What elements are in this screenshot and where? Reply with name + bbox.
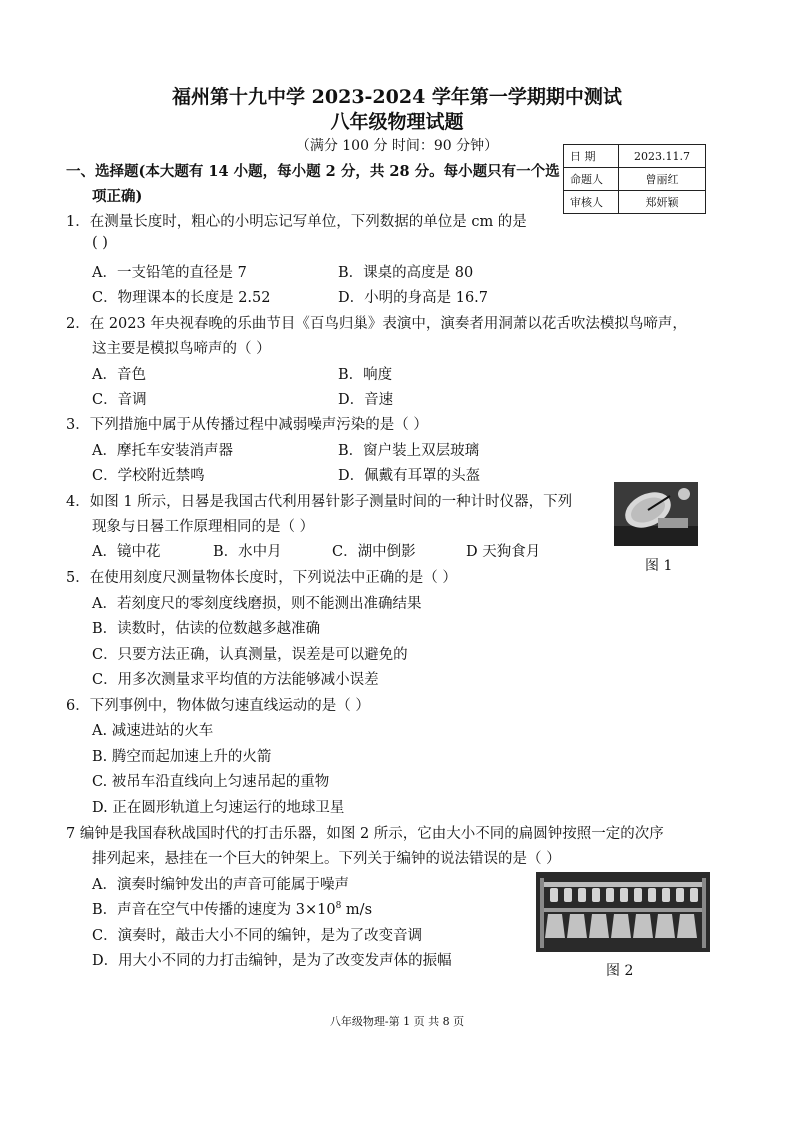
date-value: 2023.11.7 — [619, 145, 706, 168]
q7-option-a: A．演奏时编钟发出的声音可能属于噪声 — [92, 877, 349, 893]
q2-stem: 2．在 2023 年央视春晚的乐曲节目《百鸟归巢》表演中，演奏者用洞萧以花舌吹法模拟鸟啼声， — [66, 316, 687, 332]
q5-option-d: C．用多次测量求平均值的方法能够减小误差 — [92, 672, 379, 688]
exam-meta: （满分 100 分 时间：90 分钟） — [295, 138, 499, 154]
q5-stem: 5．在使用刻度尺测量物体长度时，下列说法中正确的是（ ） — [66, 570, 457, 586]
q7-option-b — [92, 898, 372, 919]
q6-option-a: A. 减速进站的火车 — [92, 723, 214, 739]
q6-stem: 6．下列事例中，物体做匀速直线运动的是（ ） — [66, 698, 370, 714]
q7-option-b-text: B．声音在空气中传播的速度为 3×10 — [92, 902, 336, 918]
author-label: 命题人 — [564, 168, 619, 191]
q1-option-b: B．课桌的高度是 80 — [338, 265, 474, 281]
q2-option-b: B．响度 — [338, 367, 393, 383]
q5-option-b: B．读数时，估读的位数越多越准确 — [92, 621, 321, 637]
q2-stem-cont: 这主要是模拟鸟啼声的（ ） — [92, 341, 271, 357]
exam-title: 福州第十九中学 2023-2024 学年第一学期期中测试 — [172, 86, 622, 108]
figure-2-bells-image — [536, 872, 710, 952]
q1-stem: 1．在测量长度时，粗心的小明忘记写单位，下列数据的单位是 cm 的是 — [66, 214, 527, 230]
q7-stem: 7 编钟是我国春秋战国时代的打击乐器，如图 2 所示，它由大小不同的扁圆钟按照一定的次序 — [66, 826, 664, 842]
exam-subtitle: 八年级物理试题 — [330, 111, 464, 133]
q3-option-d: D．佩戴有耳罩的头盔 — [338, 468, 481, 484]
reviewer-value: 郑妍颖 — [619, 191, 706, 214]
q3-stem: 3．下列措施中属于从传播过程中减弱噪声污染的是（ ） — [66, 417, 428, 433]
info-row-reviewer — [564, 191, 706, 214]
q7-option-b-unit: m/s — [341, 902, 373, 918]
info-table — [563, 144, 706, 214]
q4-option-d: D 天狗食月 — [466, 544, 541, 560]
q1-option-a: A．一支铅笔的直径是 7 — [92, 265, 247, 281]
q1-option-c: C．物理课本的长度是 2.52 — [92, 290, 271, 306]
q4-option-a: A．镜中花 — [92, 544, 161, 560]
reviewer-label: 审核人 — [564, 191, 619, 214]
q1-option-d: D．小明的身高是 16.7 — [338, 290, 489, 306]
q2-option-c: C．音调 — [92, 392, 147, 408]
info-row-date — [564, 145, 706, 168]
sundial-illustration — [614, 482, 698, 546]
q3-option-a: A．摩托车安装消声器 — [92, 443, 233, 459]
q4-option-c: C．湖中倒影 — [332, 544, 416, 560]
q5-option-a: A．若刻度尺的零刻度线磨损，则不能测出准确结果 — [92, 596, 422, 612]
page-footer: 八年级物理-第 1 页 共 8 页 — [329, 1015, 465, 1028]
figure-1-caption: 图 1 — [645, 558, 673, 574]
section-heading: 一、选择题(本大题有 14 小题，每小题 2 分，共 28 分。每小题只有一个选 — [66, 163, 560, 180]
q6-option-b: B. 腾空而起加速上升的火箭 — [92, 749, 272, 765]
info-row-author — [564, 168, 706, 191]
q4-stem: 4．如图 1 所示，日晷是我国古代利用晷针影子测量时间的一种计时仪器，下列 — [66, 494, 573, 510]
q7-option-c: C．演奏时，敲击大小不同的编钟，是为了改变音调 — [92, 928, 423, 944]
figure-2-caption: 图 2 — [606, 963, 634, 979]
q7-option-b-exponent: 8 — [335, 901, 342, 912]
q3-option-c: C．学校附近禁鸣 — [92, 468, 205, 484]
q2-option-d: D．音速 — [338, 392, 394, 408]
q7-option-d: D．用大小不同的力打击编钟，是为了改变发声体的振幅 — [92, 953, 452, 969]
q4-stem-cont: 现象与日晷工作原理相同的是（ ） — [92, 519, 315, 535]
q5-option-c: C．只要方法正确，认真测量，误差是可以避免的 — [92, 647, 408, 663]
q6-option-c: C. 被吊车沿直线向上匀速吊起的重物 — [92, 774, 330, 790]
q3-option-b: B．窗户装上双层玻璃 — [338, 443, 480, 459]
date-label: 日 期 — [564, 145, 619, 168]
q4-option-b: B．水中月 — [213, 544, 282, 560]
figure-1-sundial-image — [614, 482, 698, 546]
q6-option-d: D. 正在圆形轨道上匀速运行的地球卫星 — [92, 800, 345, 816]
q1-bracket: ( ) — [92, 235, 108, 251]
author-value: 曾丽红 — [619, 168, 706, 191]
q7-stem-cont: 排列起来，悬挂在一个巨大的钟架上。下列关于编钟的说法错误的是（ ） — [92, 851, 561, 867]
bells-illustration — [536, 872, 710, 952]
q2-option-a: A．音色 — [92, 367, 146, 383]
section-heading-cont: 项正确) — [92, 188, 143, 205]
